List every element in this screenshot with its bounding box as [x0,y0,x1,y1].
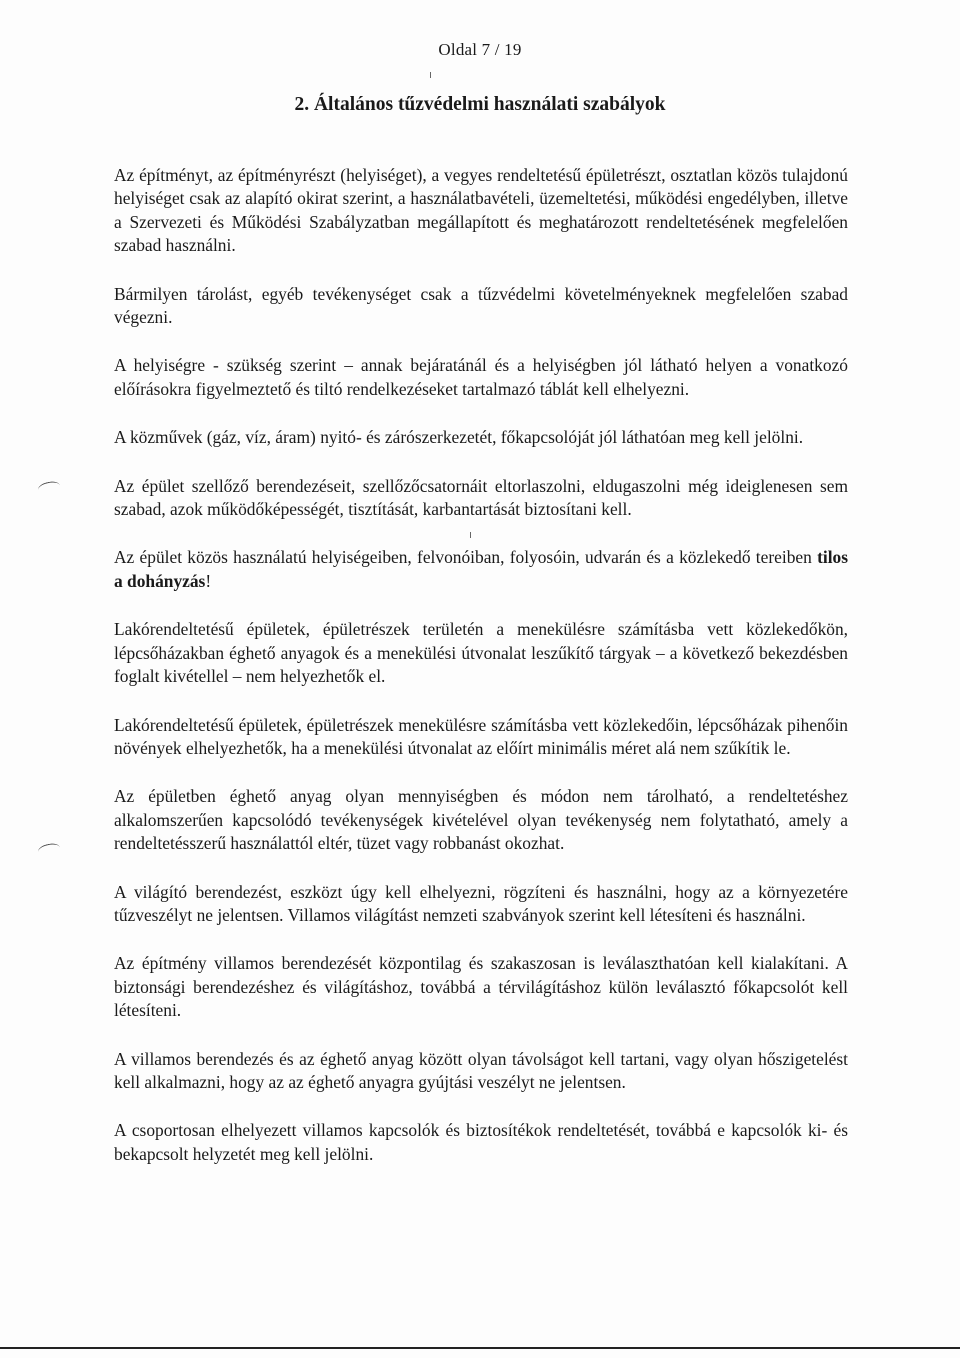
paragraph-smoking [114,546,848,593]
paragraph-lighting: A világító berendezést, eszközt úgy kell elhelyezni, rögzíteni és használni, hogy az a környezetére tűzveszélyt ne jelentsen. Villamos világítást nemzeti szabványok szerint kell létesíteni és használni. [114,881,848,925]
scan-speck [430,72,431,78]
body-text [114,164,848,1191]
paragraph-flammable-storage: Az épületben éghető anyag olyan mennyiségben és módon nem tárolható, a rendeltetéshez alkalomszerűen kapcsolódó tevékenységek kivételével olyan tevékenység nem folytatható, amely a rendeltetésszerű használattól eltér, tüzet vagy robbanást okozhat. [114,786,848,854]
paragraph-usage: Az építményt, az építményrészt (helyiséget), a vegyes rendeltetésű épületrészt, osztatlan közös tulajdonú helyiséget csak az alapító okirat szerint, a használatbavételi, üzemeltetési, működési engedélyben, illetve a Szervezeti és Működési Szabályzatban megállapított és meghatározott rendeltetésének megfelelően szabad használni. [114,165,848,256]
paragraph-plants: Lakórendeltetésű épületek, épületrészek menekülésre számításba vett közlekedőin, lépcsőházak pihenőin növények elhelyezhetők, ha a menekülési útvonalat az előírt minimális méret alá nem szűkítik le. [114,714,848,758]
margin-hole-mark [37,842,61,857]
paragraph-signs: A helyiségre - szükség szerint – annak bejáratánál és a helyiségben jól látható helyen a vonatkozó előírásokra figyelmeztető és tiltó rendelkezéseket tartalmazó táblát kell elhelyezni. [114,355,848,399]
paragraph-ventilation: Az épület szellőző berendezéseit, szellőzőcsatornáit eltorlaszolni, eldugaszolni még ideiglenesen sem szabad, azok működőképességét, tisztítását, karbantartását biztosítani kell. [114,475,848,520]
paragraph-storage: Bármilyen tárolást, egyéb tevékenységet csak a tűzvédelmi követelményeknek megfelelően szabad végezni. [114,283,848,328]
paragraph-utilities: A közművek (gáz, víz, áram) nyitó- és zárószerkezetét, főkapcsolóját jól láthatóan meg kell jelölni. [114,427,804,448]
paragraph-escape-routes: Lakórendeltetésű épületek, épületrészek területén a menekülésre számításba vett közlekedőkön, lépcsőházakban éghető anyagok és a menekülési útvonalat leszűkítő tárgyak – a következő bekezdésben foglalt kivétellel – nem helyezhetők el. [114,619,848,687]
scan-edge-line [0,1347,960,1349]
page-number: Oldal 7 / 19 [438,40,522,59]
smoking-text-before: Az épület közös használatú helyiségeiben, felvonóiban, folyosóin, udvarán és a közlekedő tereiben [114,547,818,568]
paragraph-electrical-isolation: Az építmény villamos berendezését központilag és szakaszosan is leválaszthatóan kell kialakítani. A biztonsági berendezéshez és világításhoz, továbbá a térvilágításhoz külön leválasztó főkapcsolót kell létesíteni. [114,953,848,1021]
margin-hole-mark [37,480,61,495]
smoking-prohibition: tilos a dohányzás [114,547,848,591]
section-title: 2. Általános tűzvédelmi használati szabályok [294,94,666,115]
paragraph-switch-labels: A csoportosan elhelyezett villamos kapcsolók és biztosítékok rendeltetését, továbbá e kapcsolók ki- és bekapcsolt helyzetét meg kell jelölni. [114,1120,848,1164]
paragraph-distance: A villamos berendezés és az éghető anyag között olyan távolságot kell tartani, vagy olyan hőszigetelést kell alkalmazni, hogy az az éghető anyagra gyújtási veszélyt ne jelentsen. [114,1048,848,1092]
smoking-text-after: ! [205,570,212,591]
